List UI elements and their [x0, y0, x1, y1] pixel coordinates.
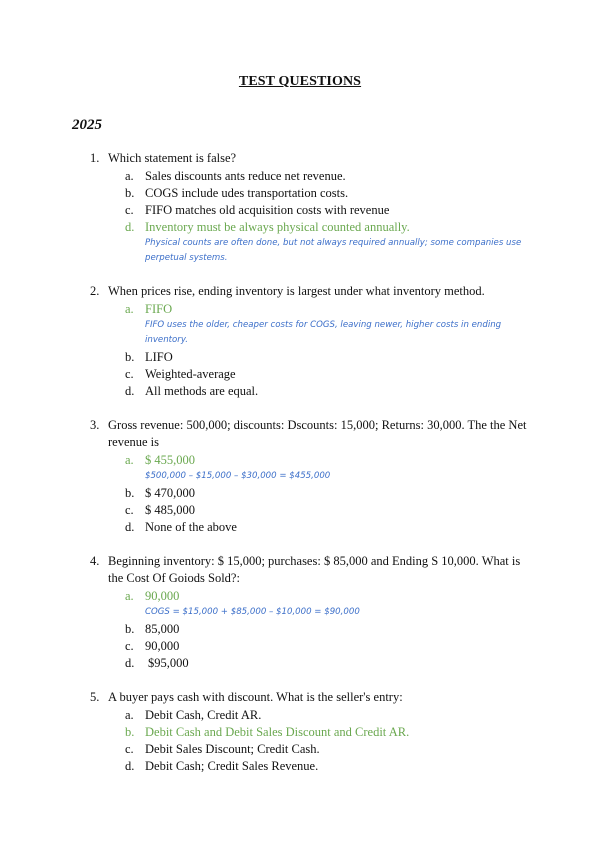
option-list — [0, 301, 600, 400]
option-text: 90,000 — [145, 639, 180, 653]
option-text: LIFO — [145, 350, 173, 364]
question-1 — [0, 150, 600, 266]
option-letter: c. — [125, 203, 134, 217]
option-text: 90,000 — [145, 589, 180, 603]
option-c — [0, 366, 600, 383]
answer-explanation: Physical counts are often done, but not always required annually; some companies use perpetual systems. — [145, 238, 522, 263]
option-letter: a. — [125, 169, 134, 183]
option-b — [0, 349, 600, 366]
option-list — [0, 168, 600, 266]
option-a-correct — [0, 588, 600, 605]
question-stem — [0, 417, 600, 451]
option-c — [0, 502, 600, 519]
option-text: COGS include udes transportation costs. — [145, 186, 349, 200]
year-heading: 2025 — [72, 117, 102, 133]
option-letter: c. — [125, 367, 134, 381]
question-number: 3. — [90, 418, 100, 432]
option-list — [0, 452, 600, 536]
option-text: FIFO — [145, 302, 173, 316]
option-letter: a. — [125, 302, 134, 316]
question-stem — [0, 283, 600, 300]
option-b — [0, 185, 600, 202]
option-d — [0, 655, 600, 672]
option-d-correct — [0, 219, 600, 236]
option-text: None of the above — [145, 520, 237, 534]
option-letter: a. — [125, 453, 134, 467]
answer-explanation: COGS = $15,000 + $85,000 – $10,000 = $90,000 — [145, 607, 360, 617]
option-text: Sales discounts ants reduce net revenue. — [145, 169, 346, 183]
option-letter: d. — [125, 384, 135, 398]
question-text: A buyer pays cash with discount. What is the seller's entry: — [108, 690, 403, 704]
option-a — [0, 168, 600, 185]
page-title: TEST QUESTIONS — [238, 74, 362, 89]
option-letter: d. — [125, 759, 135, 773]
option-text: $ 470,000 — [145, 486, 195, 500]
question-number: 5. — [90, 690, 100, 704]
option-text: Debit Sales Discount; Credit Cash. — [145, 742, 320, 756]
option-text: 85,000 — [145, 622, 180, 636]
option-list — [0, 707, 600, 775]
option-b-correct — [0, 724, 600, 741]
option-d — [0, 758, 600, 775]
option-letter: a. — [125, 708, 134, 722]
option-text: Weighted-average — [145, 367, 236, 381]
option-letter: d. — [125, 220, 135, 234]
option-text: Debit Cash and Debit Sales Discount and Credit AR. — [145, 725, 410, 739]
option-letter: b. — [125, 486, 135, 500]
option-letter: b. — [125, 350, 135, 364]
option-text: Debit Cash, Credit AR. — [145, 708, 262, 722]
option-letter: d. — [125, 520, 135, 534]
question-4 — [0, 553, 600, 672]
option-d — [0, 519, 600, 536]
question-2 — [0, 283, 600, 400]
option-a-correct — [0, 301, 600, 318]
option-letter: b. — [125, 725, 135, 739]
option-b — [0, 621, 600, 638]
question-number: 2. — [90, 284, 100, 298]
option-b — [0, 485, 600, 502]
answer-explanation: $500,000 – $15,000 – $30,000 = $455,000 — [145, 471, 331, 481]
question-5 — [0, 689, 600, 775]
option-letter: c. — [125, 639, 134, 653]
answer-explanation: FIFO uses the older, cheaper costs for COGS, leaving newer, higher costs in ending inventory. — [145, 320, 502, 345]
option-list — [0, 588, 600, 672]
option-letter: b. — [125, 622, 135, 636]
option-text: Inventory must be always physical counted annually. — [145, 220, 410, 234]
option-letter: a. — [125, 589, 134, 603]
question-text: Which statement is false? — [108, 151, 237, 165]
option-a-correct — [0, 452, 600, 469]
option-letter: b. — [125, 186, 135, 200]
option-c — [0, 741, 600, 758]
question-stem — [0, 689, 600, 706]
question-text: Beginning inventory: $ 15,000; purchases: $ 85,000 and Ending S 10,000. What is the Cost Of Goiods Sold?: — [108, 554, 521, 585]
question-stem — [0, 150, 600, 167]
option-a — [0, 707, 600, 724]
option-text: FIFO matches old acquisition costs with revenue — [145, 203, 390, 217]
question-number: 4. — [90, 554, 100, 568]
option-c — [0, 202, 600, 219]
option-letter: c. — [125, 503, 134, 517]
option-letter: d. — [125, 656, 135, 670]
option-c — [0, 638, 600, 655]
question-number: 1. — [90, 151, 100, 165]
question-stem — [0, 553, 600, 587]
option-text: $95,000 — [148, 656, 189, 670]
question-3 — [0, 417, 600, 536]
question-list — [0, 150, 600, 792]
option-text: Debit Cash; Credit Sales Revenue. — [145, 759, 319, 773]
option-text: $ 455,000 — [145, 453, 195, 467]
option-text: $ 485,000 — [145, 503, 195, 517]
question-text: When prices rise, ending inventory is largest under what inventory method. — [108, 284, 485, 298]
question-text: Gross revenue: 500,000; discounts: Dscounts: 15,000; Returns: 30,000. The the Net revenue is — [108, 418, 527, 449]
option-text: All methods are equal. — [145, 384, 259, 398]
option-letter: c. — [125, 742, 134, 756]
option-d — [0, 383, 600, 400]
